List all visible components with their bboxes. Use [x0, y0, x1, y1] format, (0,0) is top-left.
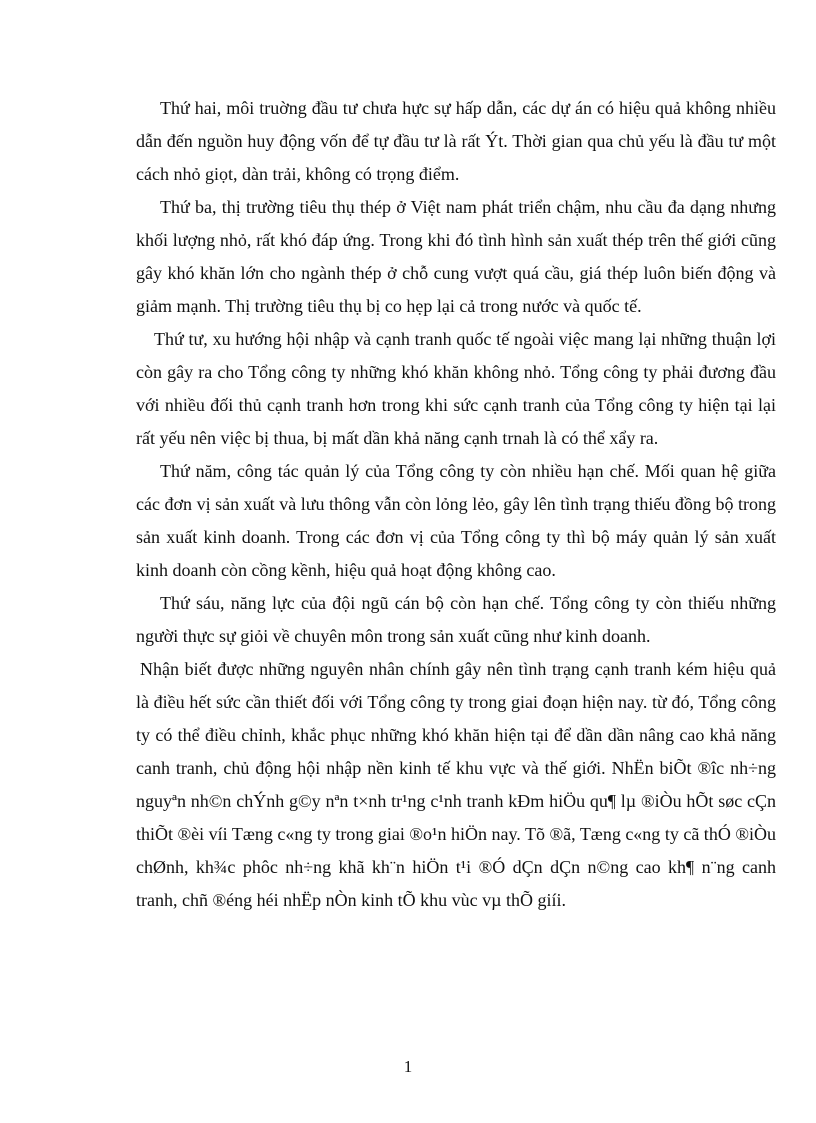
paragraph-thu-ba: Thứ ba, thị trường tiêu thụ thép ở Việt nam phát triển chậm, nhu cầu đa dạng nhưng khối lượng nhỏ, rất khó đáp ứng. Trong khi đó tình hình sản xuất thép trên thế giới cũng gây khó khăn lớn cho ngành thép ở chỗ cung vượt quá cầu, giá thép luôn biến động và giảm mạnh. Thị trường tiêu thụ bị co hẹp lại cả trong nước và quốc tế.	[136, 197, 776, 316]
paragraph-thu-tu: Thứ tư, xu hướng hội nhập và cạnh tranh quốc tế ngoài việc mang lại những thuận lợi còn gây ra cho Tổng công ty những khó khăn không nhỏ. Tổng công ty phải đương đầu với nhiều đối thủ cạnh tranh hơn trong khi sức cạnh tranh của Tổng công ty hiện tại lại rất yếu nên việc bị thua, bị mất dần khả năng cạnh trnah là có thể xẩy ra.	[136, 329, 776, 448]
paragraph-thu-nam: Thứ năm, công tác quản lý của Tổng công ty còn nhiều hạn chế. Mối quan hệ giữa các đơn vị sản xuất và lưu thông vẫn còn lỏng lẻo, gây lên tình trạng thiếu đồng bộ trong sản xuất kinh doanh. Trong các đơn vị của Tổng công ty thì bộ máy quản lý sản xuất kinh doanh còn cồng kềnh, hiệu quả hoạt động không cao.	[136, 461, 776, 580]
page-number: 1	[403, 1057, 413, 1076]
paragraph-thu-hai: Thứ hai, môi truờng đầu tư chưa hực sự hấp dẫn, các dự án có hiệu quả không nhiều dẫn đến nguồn huy động vốn để tự đầu tư là rất Ýt. Thời gian qua chủ yếu là đầu tư một cách nhỏ giọt, dàn trải, không có trọng điểm.	[136, 98, 776, 184]
paragraph-conclusion: Nhận biết được những nguyên nhân chính gây nên tình trạng cạnh tranh kém hiệu quả là điều hết sức cần thiết đối với Tổng công ty trong giai đoạn hiện nay. từ đó, Tổng công ty có thể điều chỉnh, khắc phục những khó khăn hiện tại để dần dần nâng cao khả năng canh tranh, chủ động hội nhập nền kinh tế khu vực và thế giới. NhËn biÕt ®îc nh÷ng nguyªn nh©n chÝnh g©y nªn t×nh tr¹ng c¹nh tranh kÐm hiÖu qu¶ lµ ®iÒu hÕt søc cÇn thiÕt ®èi víi Tæng c«ng ty trong giai ®o¹n hiÖn nay. Tõ ®ã, Tæng c«ng ty cã thÓ ®iÒu chØnh, kh¾c phôc nh÷ng khã kh¨n hiÖn t¹i ®Ó dÇn dÇn n©ng cao kh¶ n¨ng canh tranh, chñ ®éng héi nhËp nÒn kinh tÕ khu vùc vµ thÕ giíi.	[136, 659, 776, 910]
paragraph-thu-sau: Thứ sáu, năng lực của đội ngũ cán bộ còn hạn chế. Tổng công ty còn thiếu những người thực sự giỏi về chuyên môn trong sản xuất cũng như kinh doanh.	[136, 593, 776, 646]
document-body	[136, 92, 776, 917]
